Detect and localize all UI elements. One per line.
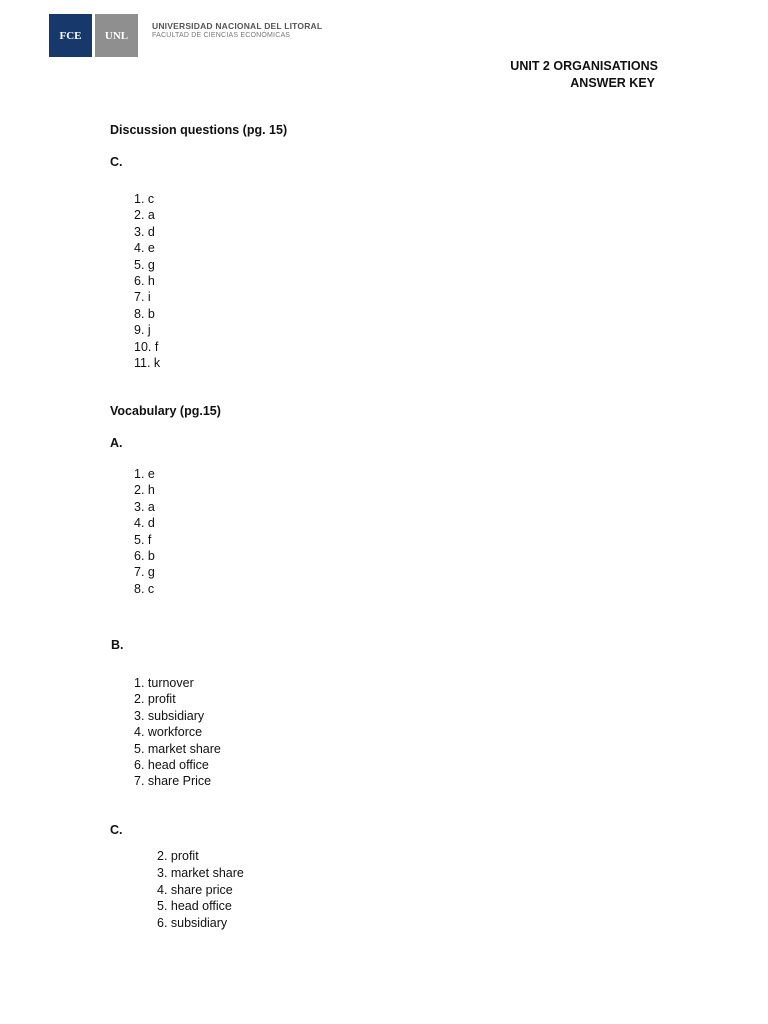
discussion-title: Discussion questions (pg. 15) [110, 123, 288, 137]
discussion-c-answers [134, 191, 160, 371]
list-item: 1. turnover [134, 676, 194, 690]
list-item: 6. h [134, 274, 155, 289]
list-item: 3. d [134, 224, 155, 239]
document-header [510, 58, 658, 92]
list-item: 5. f [134, 532, 152, 547]
list-item: 3. a [134, 499, 155, 514]
university-logo [49, 14, 322, 57]
vocabulary-c-label: C. [110, 823, 123, 837]
vocabulary-b-label: B. [111, 638, 124, 652]
list-item: 5. head office [157, 899, 232, 914]
list-item: 1. e [134, 467, 155, 481]
list-item: 1. c [134, 192, 155, 206]
list-item: 6. subsidiary [157, 916, 228, 931]
list-item: 2. profit [157, 849, 199, 863]
faculty-name: FACULTAD DE CIENCIAS ECONÓMICAS [152, 31, 291, 39]
list-item: 7. i [134, 290, 151, 305]
answer-key-title: ANSWER KEY [570, 76, 655, 90]
logo-text [152, 21, 322, 39]
unit-title: UNIT 2 ORGANISATIONS [510, 59, 658, 73]
vocabulary-a-answers [134, 466, 155, 597]
list-item: 8. b [134, 306, 155, 321]
list-item: 2. profit [134, 692, 176, 707]
list-item: 7. g [134, 565, 155, 580]
vocabulary-title: Vocabulary (pg.15) [110, 404, 221, 418]
list-item: 4. e [134, 241, 155, 256]
list-item: 3. subsidiary [134, 708, 205, 723]
list-item: 4. workforce [134, 725, 203, 740]
list-item: 2. a [134, 208, 155, 223]
vocabulary-b-answers [134, 675, 221, 790]
list-item: 9. j [134, 323, 151, 338]
vocabulary-a-label: A. [110, 436, 123, 450]
fce-logo-block: FCE [49, 14, 92, 57]
list-item: 4. share price [157, 882, 233, 897]
list-item: 4. d [134, 516, 155, 531]
unl-logo-block: UNL [95, 14, 138, 57]
list-item: 6. b [134, 549, 155, 564]
list-item: 7. share Price [134, 774, 212, 789]
list-item: 2. h [134, 483, 155, 498]
vocabulary-c-answers [157, 848, 244, 932]
list-item: 10. f [134, 339, 159, 354]
list-item: 11. k [134, 356, 161, 371]
discussion-c-label: C. [110, 155, 123, 169]
university-name: UNIVERSIDAD NACIONAL DEL LITORAL [152, 20, 323, 31]
list-item: 8. c [134, 581, 155, 596]
list-item: 3. market share [157, 865, 244, 880]
list-item: 6. head office [134, 758, 209, 773]
list-item: 5. market share [134, 741, 221, 756]
list-item: 5. g [134, 257, 155, 272]
